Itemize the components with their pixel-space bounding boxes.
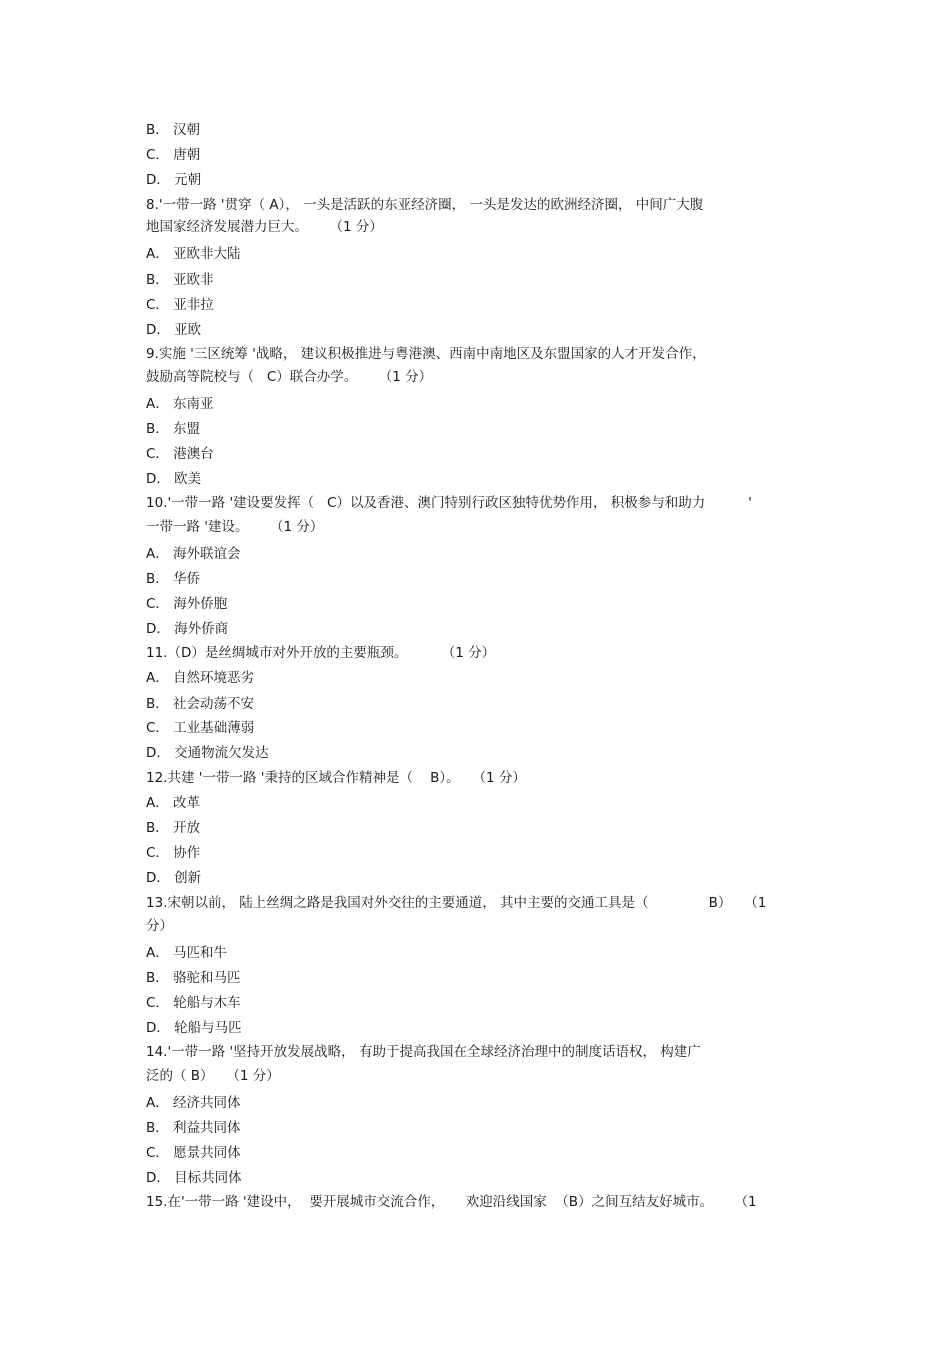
option-line: A． 自然环境恶劣 bbox=[146, 670, 255, 686]
question-line: 14.'一带一路 '坚持开放发展战略， 有助于提高我国在全球经济治理中的制度话语权， 构建广 bbox=[146, 1044, 701, 1060]
question-line: 鼓励高等院校与（ C）联合办学。 （1 分） bbox=[146, 369, 433, 385]
option-line: C． 海外侨胞 bbox=[146, 596, 228, 612]
option-line: A． 东南亚 bbox=[146, 396, 214, 412]
option-line: B． 东盟 bbox=[146, 421, 201, 437]
option-line: C． 港澳台 bbox=[146, 446, 214, 462]
option-line: D． 交通物流欠发达 bbox=[146, 745, 269, 761]
question-line: 12.共建 '一带一路 '秉持的区域合作精神是（ B）。 （1 分） bbox=[146, 770, 526, 786]
option-line: B． 汉朝 bbox=[146, 122, 201, 138]
question-line: 11.（D）是丝绸城市对外开放的主要瓶颈。 （1 分） bbox=[146, 645, 496, 661]
option-line: B． 亚欧非 bbox=[146, 272, 214, 288]
option-line: B． 华侨 bbox=[146, 571, 201, 587]
option-line: D． 创新 bbox=[146, 870, 202, 886]
question-line: 一带一路 '建设。 （1 分） bbox=[146, 519, 324, 535]
option-line: A． 马匹和牛 bbox=[146, 945, 228, 961]
option-line: C． 唐朝 bbox=[146, 147, 201, 163]
question-line: 泛的（ B） （1 分） bbox=[146, 1068, 280, 1084]
option-line: C． 工业基础薄弱 bbox=[146, 720, 255, 736]
option-line: D． 目标共同体 bbox=[146, 1170, 242, 1186]
option-line: D． 元朝 bbox=[146, 172, 202, 188]
option-line: B． 利益共同体 bbox=[146, 1120, 241, 1136]
option-line: A． 经济共同体 bbox=[146, 1095, 241, 1111]
option-line: D． 亚欧 bbox=[146, 322, 202, 338]
option-line: C． 协作 bbox=[146, 845, 201, 861]
option-line: C． 愿景共同体 bbox=[146, 1145, 241, 1161]
question-line: 地国家经济发展潜力巨大。 （1 分） bbox=[146, 219, 383, 235]
option-line: D． 轮船与马匹 bbox=[146, 1020, 242, 1036]
question-line: 10.'一带一路 '建设要发挥（ C）以及香港、澳门特别行政区独特优势作用， 积极参与和助力 ' bbox=[146, 495, 752, 511]
question-line: 9.实施 '三区统筹 '战略， 建议积极推进与粤港澳、西南中南地区及东盟国家的人才开发合作， bbox=[146, 346, 706, 362]
option-line: A． 改革 bbox=[146, 795, 201, 811]
option-line: B． 骆驼和马匹 bbox=[146, 970, 241, 986]
option-line: A． 亚欧非大陆 bbox=[146, 246, 241, 262]
question-line: 分） bbox=[146, 918, 173, 934]
question-line: 8.'一带一路 '贯穿（ A）， 一头是活跃的东亚经济圈， 一头是发达的欧洲经济圈， 中间广大腹 bbox=[146, 197, 704, 213]
option-line: D． 海外侨商 bbox=[146, 621, 229, 637]
option-line: B． 社会动荡不安 bbox=[146, 696, 255, 712]
option-line: A． 海外联谊会 bbox=[146, 546, 241, 562]
option-line: D． 欧美 bbox=[146, 471, 202, 487]
option-line: C． 轮船与木车 bbox=[146, 995, 241, 1011]
question-line: 15.在'一带一路 '建设中， 要开展城市交流合作， 欢迎沿线国家 （B）之间互结友好城市。 （1 bbox=[146, 1194, 757, 1210]
option-line: B． 开放 bbox=[146, 820, 201, 836]
option-line: C． 亚非拉 bbox=[146, 297, 214, 313]
question-line: 13.宋朝以前， 陆上丝绸之路是我国对外交往的主要通道， 其中主要的交通工具是（ B） （1 bbox=[146, 895, 767, 911]
